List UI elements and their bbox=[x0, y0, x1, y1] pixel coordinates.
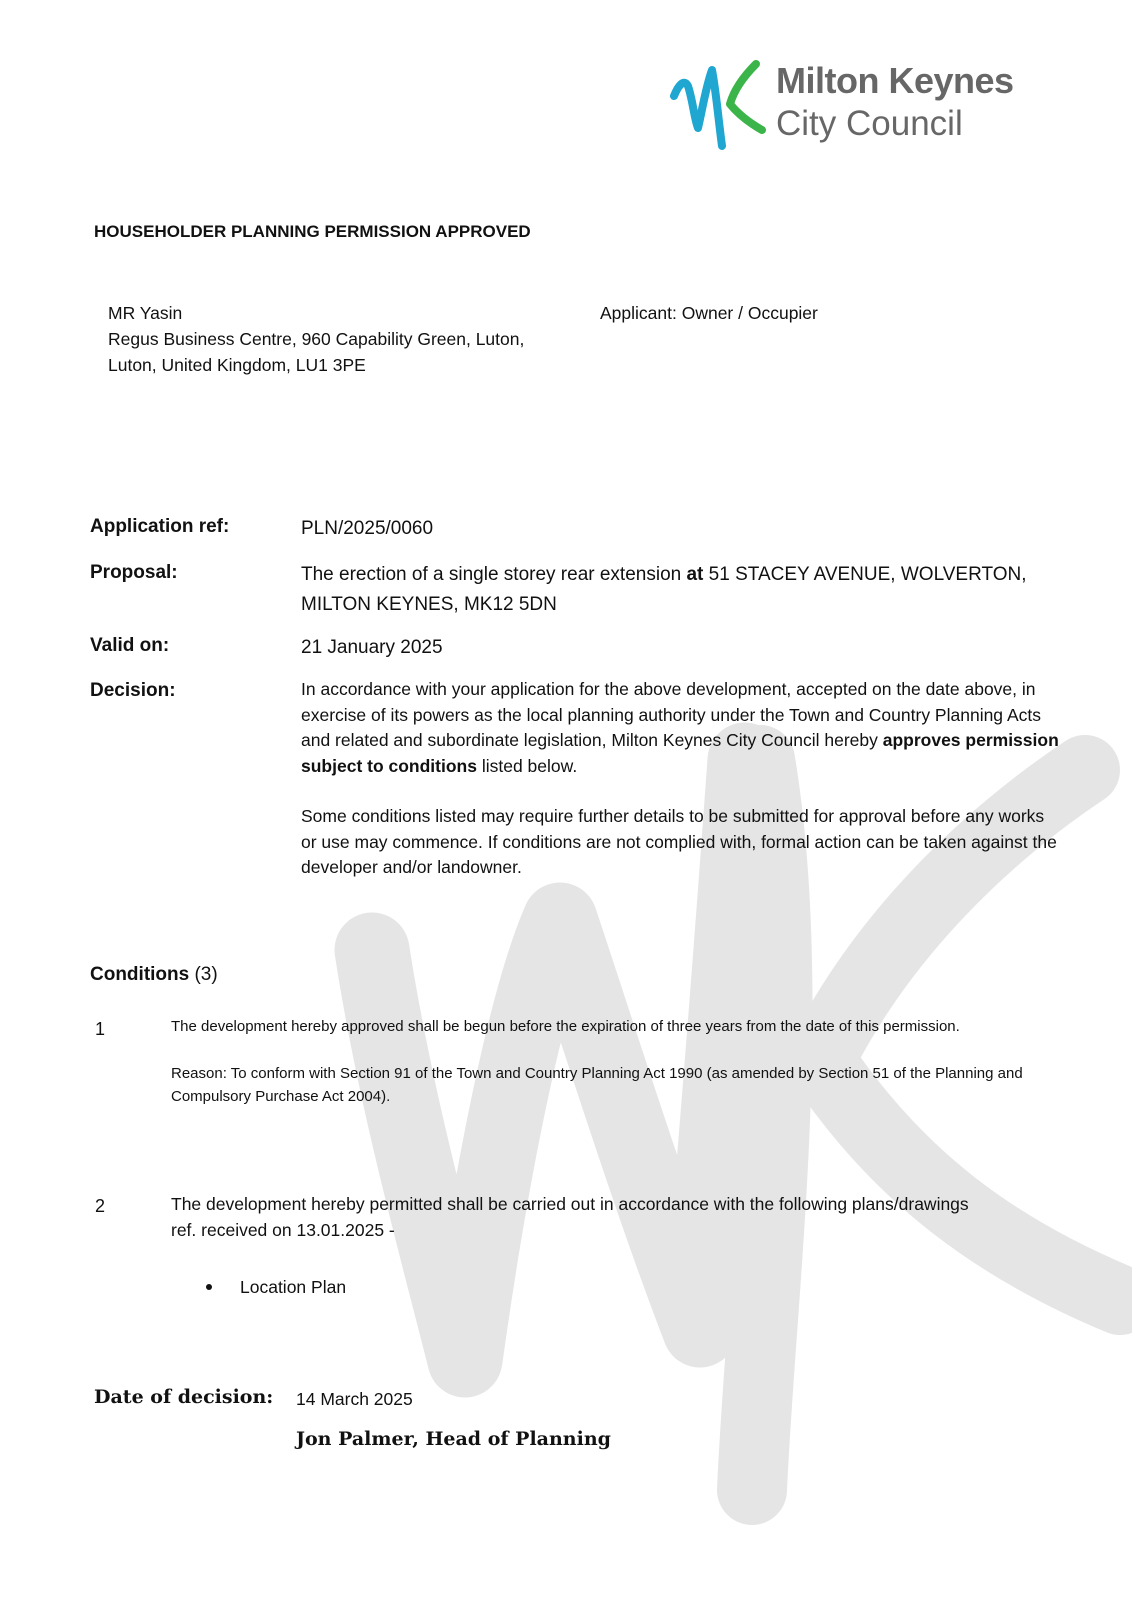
decision-p1-bold: approves permission subject to conditions bbox=[301, 730, 1059, 776]
decision-p1-end: listed below. bbox=[476, 755, 578, 776]
signatory: Jon Palmer, Head of Planning bbox=[296, 1428, 611, 1450]
addressee-block bbox=[108, 300, 524, 378]
addressee-name: MR Yasin bbox=[108, 303, 183, 323]
mk-logo-icon bbox=[668, 56, 768, 156]
application-ref-value: PLN/2025/0060 bbox=[301, 518, 434, 539]
proposal-at: at bbox=[686, 564, 704, 585]
document-heading: HOUSEHOLDER PLANNING PERMISSION APPROVED bbox=[94, 222, 531, 241]
condition-1-body bbox=[171, 1015, 1051, 1108]
applicant-type: Applicant: Owner / Occupier bbox=[600, 303, 818, 323]
logo-m-stroke bbox=[674, 70, 722, 146]
decision-date-label: Date of decision: bbox=[94, 1386, 274, 1408]
logo-text-line2: City Council bbox=[776, 104, 963, 143]
condition-2-text: The development hereby permitted shall be carried out in accordance with the following plans/drawings ref. received on 13.01.2025 - bbox=[171, 1194, 969, 1240]
proposal-address: 51 STACEY AVENUE, WOLVERTON, MILTON KEYNES, MK12 5DN bbox=[301, 564, 1027, 615]
decision-p1-text: In accordance with your application for the above development, accepted on the date above, in exercise of its powers as the local planning authority under the Town and Country Planning Acts and related and subordinate legislation, Milton Keynes City Council hereby bbox=[301, 679, 1041, 750]
addressee-address-line1: Regus Business Centre, 960 Capability Green, Luton, bbox=[108, 329, 525, 349]
decision-label: Decision: bbox=[90, 680, 176, 701]
proposal-text: The erection of a single storey rear extension bbox=[301, 564, 687, 585]
decision-text bbox=[301, 677, 1061, 881]
condition-1-reason: Reason: To conform with Section 91 of the Town and Country Planning Act 1990 (as amended by Section 51 of the Planning and Compulsory Purchase Act 2004). bbox=[171, 1065, 1023, 1105]
decision-paragraph-2: Some conditions listed may require further details to be submitted for approval before any works or use may commence. If conditions are not complied with, formal action can be taken against the developer and/or landowner. bbox=[301, 806, 1057, 877]
logo-k-stroke bbox=[730, 64, 762, 130]
condition-1-text: The development hereby approved shall be begun before the expiration of three years from the date of this permission. bbox=[171, 1018, 960, 1035]
valid-on-value: 21 January 2025 bbox=[301, 637, 443, 658]
proposal-label: Proposal: bbox=[90, 562, 178, 583]
condition-number: 2 bbox=[95, 1196, 106, 1216]
decision-date-value: 14 March 2025 bbox=[296, 1389, 413, 1409]
logo-text-line1: Milton Keynes bbox=[776, 60, 1014, 101]
addressee-address-line2: Luton, United Kingdom, LU1 3PE bbox=[108, 355, 366, 375]
decision-paragraph-1 bbox=[301, 677, 1061, 779]
condition-2-bullet: Location Plan bbox=[240, 1277, 347, 1297]
proposal-value bbox=[301, 560, 1061, 620]
condition-number: 1 bbox=[95, 1019, 106, 1039]
bullet-icon bbox=[206, 1284, 212, 1290]
valid-on-label: Valid on: bbox=[90, 635, 170, 656]
conditions-heading bbox=[90, 964, 218, 986]
application-ref-label: Application ref: bbox=[90, 516, 230, 537]
conditions-count: (3) bbox=[194, 964, 218, 985]
conditions-label: Conditions bbox=[90, 964, 190, 985]
